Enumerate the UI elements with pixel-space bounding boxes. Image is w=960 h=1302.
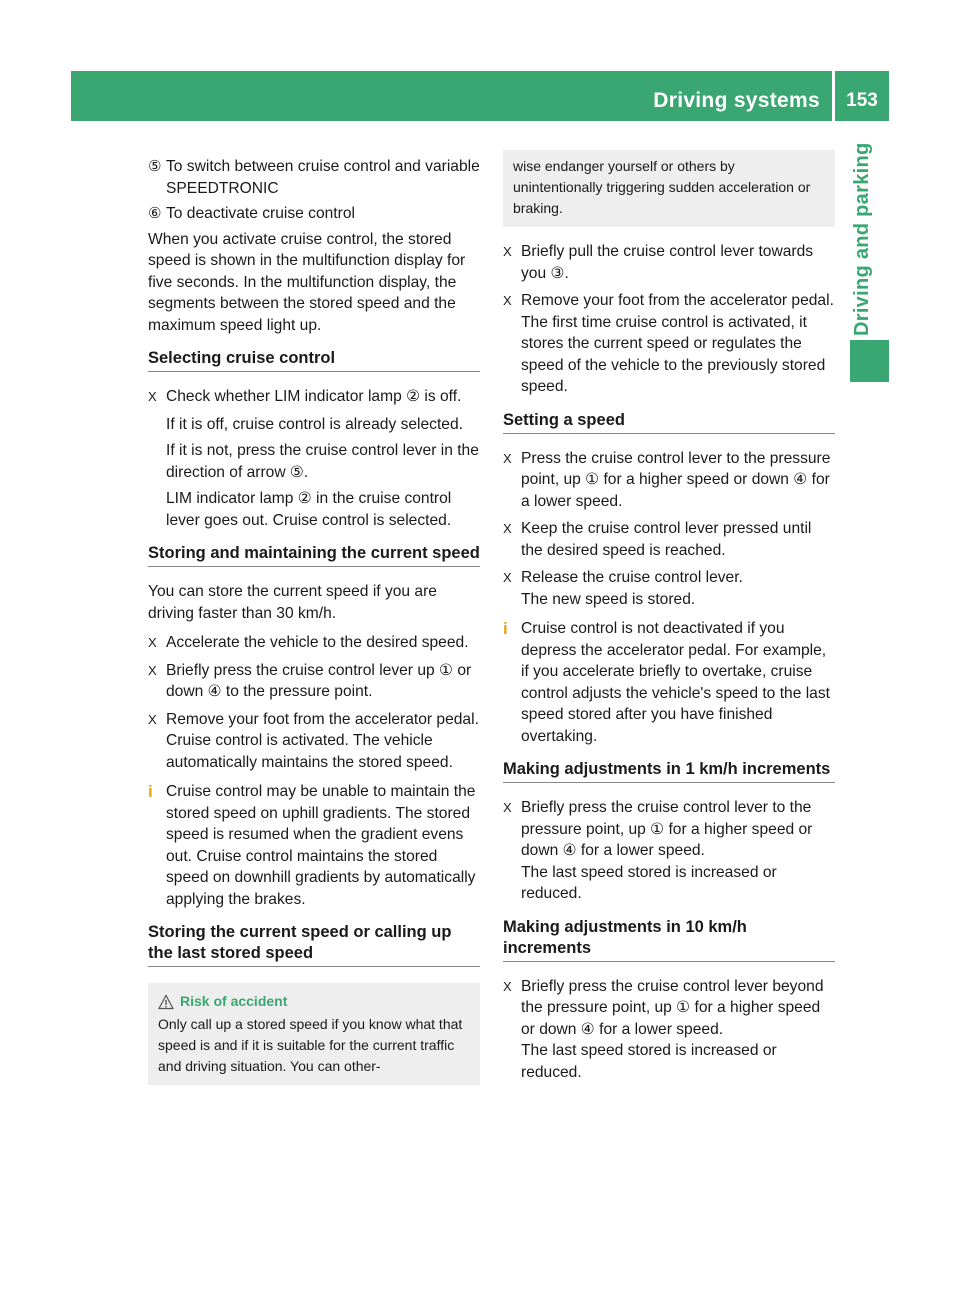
heading-selecting: Selecting cruise control (148, 348, 480, 372)
info-note: i Cruise control may be unable to maintain the stored speed on uphill gradients. The stored speed is resumed when the gradient evens out. Cruise control maintains the stored speed on downhill gradients by automatically applying the brakes. (148, 781, 480, 910)
step-bullet-icon: X (503, 800, 512, 815)
info-note: i Cruise control is not deactivated if you depress the accelerator pedal. For example, if you accelerate briefly to overtake, cruise control adjusts the vehicle's speed to the last speed stored after you have finished overtaking. (503, 618, 835, 747)
paragraph: You can store the current speed if you are driving faster than 30 km/h. (148, 583, 437, 622)
step-note: The last speed stored is increased or reduced. (521, 1042, 777, 1081)
step-item: X Briefly press the cruise control lever beyond the pressure point, up ① for a higher speed or down ④ for a lower speed. (503, 976, 835, 1041)
legend-item-6: ⑥ To deactivate cruise control (148, 205, 355, 222)
heading-setting-speed: Setting a speed (503, 410, 835, 434)
step-item: X Remove your foot from the accelerator pedal. (503, 290, 835, 312)
step-note: The last speed stored is increased or reduced. (521, 863, 777, 902)
step-note: The new speed is stored. (521, 590, 696, 608)
chapter-label: Driving and parking (851, 142, 873, 336)
heading-last-stored: Storing the current speed or calling up the last stored speed (148, 922, 480, 967)
step-item: X Check whether LIM indicator lamp ② is off. (148, 386, 480, 408)
step-item: X Briefly press the cruise control lever to the pressure point, up ① for a higher speed or down ④ for a lower speed. (503, 797, 835, 862)
step-item: X Briefly pull the cruise control lever towards you ③. (503, 241, 835, 284)
step-bullet-icon: X (503, 293, 512, 308)
step-bullet-icon: X (148, 635, 157, 650)
heading-adjust-10: Making adjustments in 10 km/h increments (503, 917, 835, 962)
step-bullet-icon: X (148, 389, 157, 404)
step-bullet-icon: X (148, 711, 157, 727)
section-title: Driving systems (653, 89, 820, 112)
step-item: X Release the cruise control lever. (503, 567, 835, 589)
info-icon: i (503, 619, 508, 638)
step-note: LIM indicator lamp ② in the cruise control lever goes out. Cruise control is selected. (166, 490, 452, 529)
chapter-marker (850, 340, 889, 382)
warning-text: Only call up a stored speed if you know what that speed is and if it is suitable for the current traffic and driving situation. You can other- (158, 1016, 463, 1074)
page-number: 153 (835, 71, 889, 121)
step-item: X Keep the cruise control lever pressed until the desired speed is reached. (503, 518, 835, 561)
header-bar (71, 71, 832, 121)
step-note: The first time cruise control is activated, it stores the current speed or regulates the speed of the vehicle to the previously stored speed. (521, 313, 826, 395)
step-note: If it is not, press the cruise control lever in the direction of arrow ⑤. (166, 442, 479, 481)
heading-adjust-1: Making adjustments in 1 km/h increments (503, 759, 835, 783)
step-item: X Remove your foot from the accelerator pedal. (148, 709, 480, 731)
warning-triangle-icon (158, 994, 174, 1010)
step-bullet-icon: X (503, 570, 512, 585)
step-bullet-icon: X (503, 450, 512, 466)
step-item: X Accelerate the vehicle to the desired speed. (148, 632, 480, 654)
step-bullet-icon: X (148, 662, 157, 678)
step-item: X Briefly press the cruise control lever up ① or down ④ to the pressure point. (148, 660, 480, 703)
left-column (148, 156, 480, 1085)
step-note: If it is off, cruise control is already selected. (166, 415, 463, 433)
warning-box (148, 983, 480, 1085)
right-column (503, 156, 835, 1088)
heading-storing: Storing and maintaining the current speed (148, 543, 480, 567)
step-bullet-icon: X (503, 521, 512, 536)
intro-paragraph: When you activate cruise control, the stored speed is shown in the multifunction display for five seconds. In the multifunction display, the segments between the stored speed and the maximum speed light up. (148, 230, 466, 334)
info-icon: i (148, 782, 153, 801)
warning-title: Risk of accident (158, 991, 470, 1012)
step-bullet-icon: X (503, 978, 512, 994)
legend-item-5: ⑤ To switch between cruise control and variable SPEEDTRONIC (148, 158, 480, 197)
step-bullet-icon: X (503, 244, 512, 259)
step-note: Cruise control is activated. The vehicle automatically maintains the stored speed. (166, 732, 453, 771)
warning-box-continued: wise endanger yourself or others by unintentionally triggering sudden acceleration or braking. (503, 150, 835, 227)
step-item: X Press the cruise control lever to the pressure point, up ① for a higher speed or down ④ for a lower speed. (503, 448, 835, 513)
